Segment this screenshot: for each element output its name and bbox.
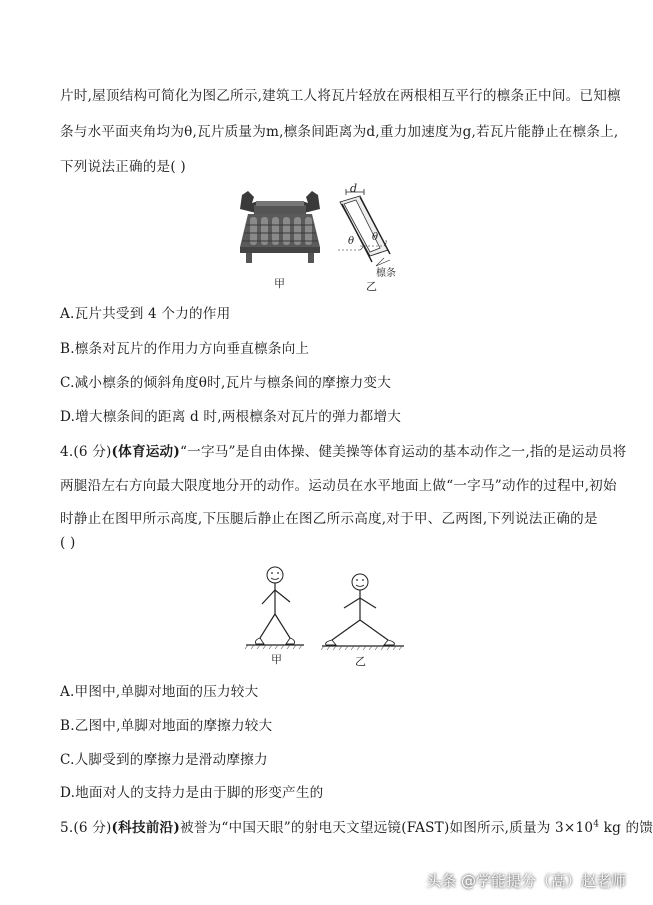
purlin-diagram xyxy=(330,180,410,280)
fig-label-jia: 甲 xyxy=(274,277,285,290)
q4-stem-first-rest: “一字马”是自由体操、健美操等体育运动的基本动作之一,指的是运动员将 xyxy=(180,444,627,460)
q4-stem-line-3: 时静止在图甲所示高度,下压腿后静止在图乙所示高度,对于甲、乙两图,下列说法正确的是 xyxy=(60,511,598,527)
q5-stem-end: kg 的馈 xyxy=(599,820,653,836)
q5-stem-sup: 4 xyxy=(593,819,600,830)
q5-stem-line-1 xyxy=(60,816,653,836)
q4-stem-line-4: ( ) xyxy=(60,535,76,551)
q4-option-a: A.甲图中,单脚对地面的压力较大 xyxy=(60,684,259,700)
q3-option-d: D.增大檩条间的距离 d 时,两根檩条对瓦片的弹力都增大 xyxy=(60,409,402,425)
split-figures xyxy=(240,562,410,660)
q5-stem-mid: 被誉为“中国天眼”的射电天文望远镜(FAST)如图所示,质量为 3×10 xyxy=(180,820,594,836)
q5-number: 5.(6 分) xyxy=(60,820,112,836)
fig-label-theta-left: θ xyxy=(348,236,355,247)
q5-tag: (科技前沿) xyxy=(111,820,180,836)
fig-label-yi: 乙 xyxy=(366,280,377,293)
q3-option-a: A.瓦片共受到 4 个力的作用 xyxy=(60,306,231,322)
q4-stem-line-2: 两腿沿左右方向最大限度地分开的动作。运动员在水平地面上做“一字马”动作的过程中,初始 xyxy=(60,478,617,494)
q4-tag: (体育运动) xyxy=(111,444,180,460)
roof-tiles-figure xyxy=(234,183,326,265)
q3-stem-line-2: 条与水平面夹角均为θ,瓦片质量为m,檩条间距离为d,重力加速度为g,若瓦片能静止在檩条上, xyxy=(60,124,619,140)
watermark-footer: 头条 @学能提分（高）赵老师 xyxy=(426,872,626,890)
q4-option-d: D.地面对人的支持力是由于脚的形变产生的 xyxy=(60,785,324,801)
q3-option-b: B.檩条对瓦片的作用力方向垂直檩条向上 xyxy=(60,341,310,357)
q4-fig-label-jia: 甲 xyxy=(271,653,282,666)
fig-label-d: d xyxy=(350,182,358,195)
q3-option-c: C.减小檩条的倾斜角度θ时,瓦片与檩条间的摩擦力变大 xyxy=(60,375,392,391)
q3-stem-line-3: 下列说法正确的是( ) xyxy=(60,159,186,175)
q4-option-c: C.人脚受到的摩擦力是滑动摩擦力 xyxy=(60,752,268,768)
q4-fig-label-yi: 乙 xyxy=(355,655,366,668)
q4-number: 4.(6 分) xyxy=(60,444,112,460)
q4-stem-line-1 xyxy=(60,440,626,460)
q3-stem-line-1: 片时,屋顶结构可简化为图乙所示,建筑工人将瓦片轻放在两根相互平行的檩条正中间。已知檩 xyxy=(60,88,621,104)
fig-label-purlin: 檩条 xyxy=(376,268,396,279)
q4-option-b: B.乙图中,单脚对地面的摩擦力较大 xyxy=(60,718,273,734)
fig-label-theta-right: θ xyxy=(372,232,379,243)
